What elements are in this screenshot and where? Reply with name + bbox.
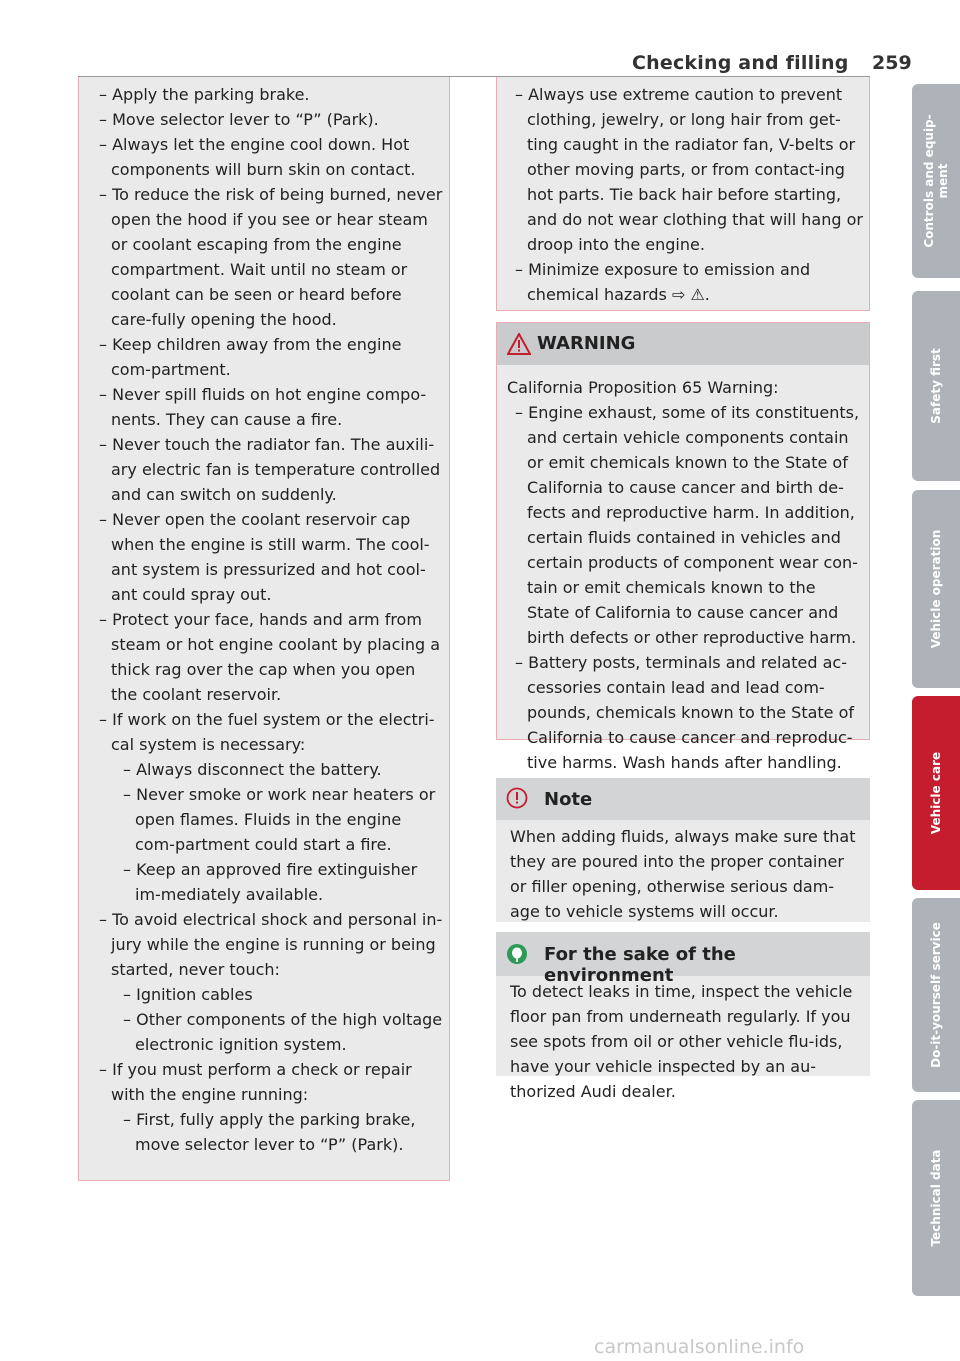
right-warning-list — [507, 82, 863, 307]
note-info-icon — [506, 787, 528, 809]
list-item: – Always use extreme caution to prevent clothing, jewelry, or long hair from get-ting caught in the radiator fan, V-belts or other moving parts, or from contact-ing hot parts. Tie back hair before starting, and do not wear clothing that will hang or droop into the engine. — [507, 82, 863, 257]
list-item: – Engine exhaust, some of its constituents, and certain vehicle components contain or emit chemicals known to the State of California to cause cancer and birth de-fects and reproductive harm. In addition, certain fluids contained in vehicles and certain products of component wear con-tain or emit chemicals known to the State of California to cause cancer and birth defects or other reproductive harm. — [507, 400, 863, 650]
list-item: – Never spill fluids on hot engine compo-nents. They can cause a fire. — [91, 382, 443, 432]
list-item: – To avoid electrical shock and personal in-jury while the engine is running or being started, never touch: — [91, 907, 443, 982]
note-header — [496, 778, 870, 820]
warning-triangle-icon — [507, 333, 531, 355]
left-warning-box — [78, 77, 450, 1181]
warning-box — [496, 322, 870, 772]
note-body: When adding fluids, always make sure that they are poured into the proper container or filler opening, otherwise serious dam-age to vehicle systems will occur. — [510, 827, 856, 921]
note-box — [496, 778, 870, 922]
sub-list-item: – Never smoke or work near heaters or open flames. Fluids in the engine com-partment could start a fire. — [91, 782, 443, 857]
environment-box — [496, 932, 870, 1101]
list-item: – Move selector lever to “P” (Park). — [91, 107, 443, 132]
page-number: 259 — [872, 52, 912, 74]
tab-label: Vehicle care — [929, 751, 943, 835]
warning-header — [497, 323, 869, 365]
environment-title: For the sake of the environment — [544, 944, 736, 986]
sub-list-item: – Keep an approved fire extinguisher im-mediately available. — [91, 857, 443, 907]
environment-leaf-icon — [506, 943, 528, 965]
environment-header — [496, 932, 870, 986]
tab-label: Do-it-yourself service — [929, 922, 943, 1068]
sub-list-item: – First, fully apply the parking brake, move selector lever to “P” (Park). — [91, 1107, 443, 1157]
tab-label: Vehicle operation — [929, 529, 943, 649]
note-title: Note — [544, 789, 593, 810]
warning-title: WARNING — [537, 333, 636, 354]
warning-intro: California Proposition 65 Warning: — [507, 378, 779, 397]
tab-label: Technical data — [929, 1149, 943, 1247]
tab-label: Controls and equip-ment — [922, 114, 950, 248]
section-title: Checking and filling — [632, 52, 849, 74]
sub-list-item: – Other components of the high voltage electronic ignition system. — [91, 1007, 443, 1057]
list-item: – Battery posts, terminals and related ac-cessories contain lead and lead com-pounds, chemicals known to the State of California to cause cancer and reproduc-tive harms. Wash hands after handling. — [507, 650, 863, 775]
right-warning-continuation-box — [496, 77, 870, 311]
list-item: – Protect your face, hands and arm from steam or hot engine coolant by placing a thick rag over the cap when you open the coolant reservoir. — [91, 607, 443, 707]
tab-do-it-yourself-service[interactable] — [912, 898, 960, 1092]
watermark: carmanualsonline.info — [594, 1336, 805, 1358]
tab-safety-first[interactable] — [912, 291, 960, 481]
environment-body: To detect leaks in time, inspect the vehicle floor pan from underneath regularly. If you see spots from oil or other vehicle flu-ids, have your vehicle inspected by an au-thorized Audi dealer. — [510, 982, 853, 1101]
warning-list — [507, 400, 863, 775]
list-item: – Apply the parking brake. — [91, 82, 443, 107]
left-warning-list — [91, 82, 443, 1157]
tab-technical-data[interactable] — [912, 1100, 960, 1296]
list-item: – If work on the fuel system or the electri-cal system is necessary: — [91, 707, 443, 757]
sub-list-item: – Ignition cables — [91, 982, 443, 1007]
list-item: – To reduce the risk of being burned, never open the hood if you see or hear steam or coolant escaping from the engine compartment. Wait until no steam or coolant can be seen or heard before care-fully opening the hood. — [91, 182, 443, 332]
list-item: – Keep children away from the engine com-partment. — [91, 332, 443, 382]
list-item: – If you must perform a check or repair with the engine running: — [91, 1057, 443, 1107]
list-item: – Always let the engine cool down. Hot components will burn skin on contact. — [91, 132, 443, 182]
tab-vehicle-operation[interactable] — [912, 490, 960, 688]
tab-controls-and-equipment[interactable] — [912, 84, 960, 278]
sub-list-item: – Always disconnect the battery. — [91, 757, 443, 782]
tab-vehicle-care[interactable] — [912, 696, 960, 890]
tab-label: Safety first — [929, 348, 943, 424]
list-item: – Never open the coolant reservoir cap when the engine is still warm. The cool-ant system is pressurized and hot cool-ant could spray out. — [91, 507, 443, 607]
list-item: – Minimize exposure to emission and chemical hazards ⇨ ⚠. — [507, 257, 863, 307]
list-item: – Never touch the radiator fan. The auxili-ary electric fan is temperature controlled and can switch on suddenly. — [91, 432, 443, 507]
